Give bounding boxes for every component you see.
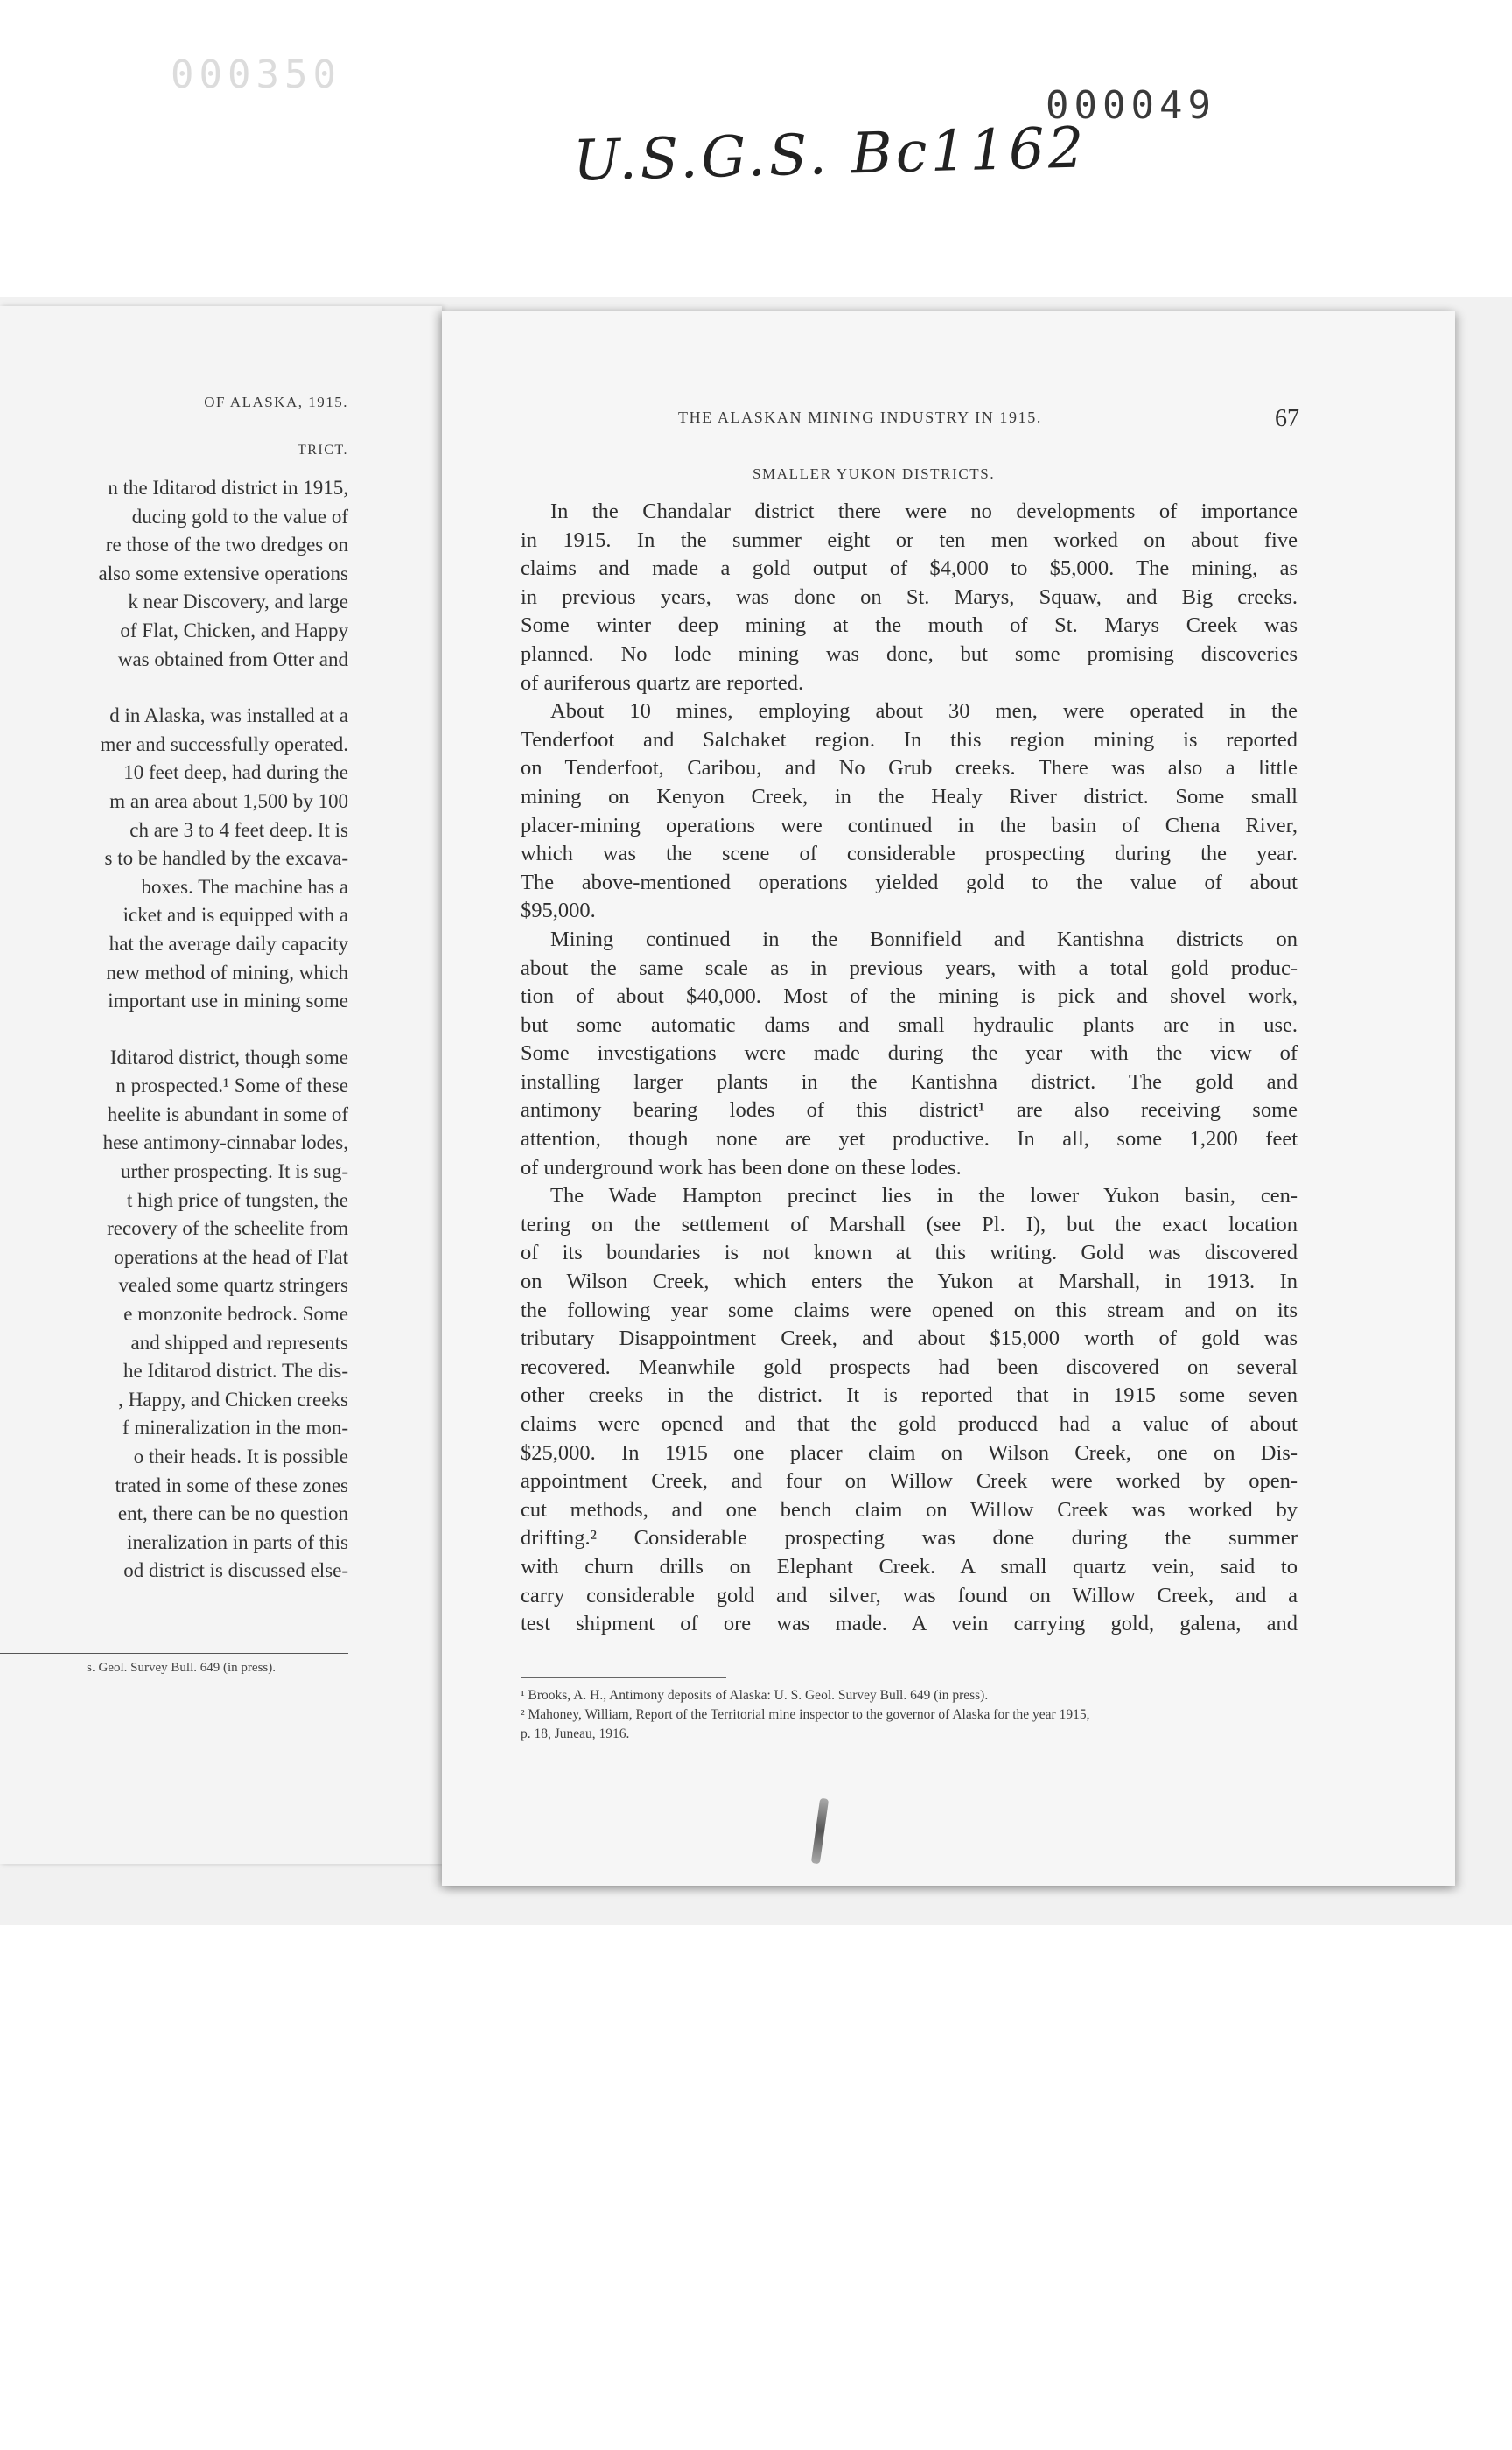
left-running-head: OF ALASKA, 1915. [204, 394, 348, 410]
left-text-line: new method of mining, which [106, 961, 348, 984]
body-text-line: tributary Disappointment Creek, and about $15,000 worth of gold was [521, 1326, 1298, 1351]
body-text-line: tion of about $40,000. Most of the mining is pick and shovel work, [521, 984, 1298, 1009]
body-text-line: placer-mining operations were continued in the basin of Chena River, [521, 813, 1298, 837]
left-paragraph-gap [0, 674, 348, 702]
right-page [442, 311, 1455, 1886]
body-text-line: Tenderfoot and Salchaket region. In this region mining is reported [521, 727, 1298, 752]
section-title: SMALLER YUKON DISTRICTS. [752, 466, 996, 482]
body-text-line: Some winter deep mining at the mouth of St. Marys Creek was [521, 613, 1298, 638]
body-text-line: on Wilson Creek, which enters the Yukon at Marshall, in 1913. In [521, 1270, 1298, 1294]
left-text-line: important use in mining some [108, 990, 348, 1012]
left-text-line: recovery of the scheelite from [107, 1217, 348, 1240]
left-text-line: urther prospecting. It is sug- [121, 1160, 348, 1183]
left-text-line: mer and successfully operated. [100, 732, 348, 755]
body-text-line: About 10 mines, employing about 30 men, were operated in the [550, 699, 1298, 724]
body-text-line: about the same scale as in previous years, with a total gold produc- [521, 956, 1298, 980]
left-text-line: re those of the two dredges on [105, 534, 348, 556]
left-text-line: od district is discussed else- [123, 1559, 348, 1582]
body-text-line: mining on Kenyon Creek, in the Healy River district. Some small [521, 784, 1298, 808]
footnote-line: ¹ Brooks, A. H., Antimony deposits of Alaska: U. S. Geol. Survey Bull. 649 (in press). [521, 1688, 989, 1703]
body-text-line: in previous years, was done on St. Marys, Squaw, and Big creeks. [521, 584, 1298, 609]
left-text-line: was obtained from Otter and [117, 648, 348, 670]
footnote-line: ² Mahoney, William, Report of the Territorial mine inspector to the governor of Alaska for the year 1915, [521, 1707, 1090, 1722]
binding-mark [811, 1798, 829, 1865]
body-text-line: tering on the settlement of Marshall (see Pl. I), but the exact location [521, 1212, 1298, 1236]
faded-stamp: 000350 [171, 52, 341, 97]
left-text-line: hat the average daily capacity [108, 932, 348, 955]
body-text-line: in 1915. In the summer eight or ten men worked on about five [521, 528, 1298, 552]
left-text-line: n prospected.¹ Some of these [116, 1074, 348, 1097]
left-text-line: ent, there can be no question [117, 1502, 348, 1525]
body-text-line: on Tenderfoot, Caribou, and No Grub creeks. There was also a little [521, 756, 1298, 780]
left-text-line: also some extensive operations [98, 562, 348, 584]
body-text-line: drifting.² Considerable prospecting was done during the summer [521, 1526, 1298, 1550]
left-text-line: s to be handled by the excava- [104, 847, 348, 870]
left-text-line: vealed some quartz stringers [118, 1274, 348, 1297]
left-paragraph-gap [0, 1016, 348, 1044]
body-text-line: $95,000. [521, 899, 596, 923]
left-page [0, 306, 442, 1864]
footnotes [521, 1686, 1298, 1744]
body-text-line: which was the scene of considerable prospecting during the year. [521, 842, 1298, 866]
body-text-line: claims were opened and that the gold produced had a value of about [521, 1412, 1298, 1436]
left-text-line: boxes. The machine has a [141, 875, 348, 898]
left-footnote: s. Geol. Survey Bull. 649 (in press). [87, 1661, 276, 1675]
left-text-line: he Iditarod district. The dis- [123, 1360, 348, 1382]
footnote-line: p. 18, Juneau, 1916. [521, 1726, 630, 1741]
left-footnote-rule [0, 1653, 348, 1654]
left-text-line: 10 feet deep, had during the [123, 761, 348, 784]
body-text-line: claims and made a gold output of $4,000 to $5,000. The mining, as [521, 556, 1298, 581]
left-text-line: d in Alaska, was installed at a [109, 704, 348, 727]
left-text-line: hese antimony-cinnabar lodes, [102, 1131, 348, 1154]
handwritten-label: U.S.G.S. Bc1162 [572, 116, 1088, 194]
body-text-line: $25,000. In 1915 one placer claim on Wilson Creek, one on Dis- [521, 1440, 1298, 1465]
body-text-line: of auriferous quartz are reported. [521, 670, 804, 695]
body-text-line: The above-mentioned operations yielded gold to the value of about [521, 870, 1298, 894]
left-subhead: TRICT. [297, 443, 348, 458]
body-text-line: the following year some claims were opened on this stream and on its [521, 1298, 1298, 1322]
left-page-text [0, 394, 348, 1586]
body-text-line: Some investigations were made during the year with the view of [521, 1041, 1298, 1066]
footnote-rule [521, 1677, 726, 1678]
left-text-line: ch are 3 to 4 feet deep. It is [130, 818, 348, 841]
left-text-line: Iditarod district, though some [109, 1046, 348, 1068]
body-text-line: attention, though none are yet productive. In all, some 1,200 feet [521, 1127, 1298, 1152]
left-lines [0, 474, 348, 1586]
left-text-line: and shipped and represents [130, 1331, 348, 1354]
body-text-line: planned. No lode mining was done, but some promising discoveries [521, 641, 1298, 666]
left-text-line: n the Iditarod district in 1915, [108, 477, 348, 499]
body-text [521, 498, 1298, 1639]
left-text-line: k near Discovery, and large [128, 591, 348, 613]
left-text-line: o their heads. It is possible [133, 1446, 348, 1467]
body-text-line: test shipment of ore was made. A vein carrying gold, galena, and [521, 1612, 1298, 1636]
left-text-line: t high price of tungsten, the [127, 1188, 348, 1211]
left-text-line: , Happy, and Chicken creeks [118, 1388, 348, 1410]
body-text-line: of underground work has been done on these lodes. [521, 1155, 962, 1180]
left-text-line: operations at the head of Flat [114, 1245, 348, 1268]
body-text-line: antimony bearing lodes of this district¹ are also receiving some [521, 1098, 1298, 1123]
left-text-line: ineralization in parts of this [127, 1530, 348, 1553]
left-text-line: heelite is abundant in some of [107, 1102, 348, 1125]
left-text-line: e monzonite bedrock. Some [123, 1303, 348, 1326]
body-text-line: appointment Creek, and four on Willow Creek were worked by open- [521, 1469, 1298, 1494]
left-text-line: ducing gold to the value of [131, 505, 348, 528]
running-head: THE ALASKAN MINING INDUSTRY IN 1915. [678, 409, 1042, 426]
body-text-line: The Wade Hampton precinct lies in the lower Yukon basin, cen- [550, 1184, 1298, 1208]
left-text-line: m an area about 1,500 by 100 [109, 789, 348, 812]
body-text-line: installing larger plants in the Kantishna district. The gold and [521, 1069, 1298, 1094]
body-text-line: carry considerable gold and silver, was found on Willow Creek, and a [521, 1583, 1298, 1607]
left-text-line: f mineralization in the mon- [122, 1417, 348, 1439]
left-text-line: of Flat, Chicken, and Happy [120, 619, 348, 641]
body-text-line: but some automatic dams and small hydraulic plants are in use. [521, 1012, 1298, 1037]
page-number: 67 [1275, 405, 1299, 432]
body-text-line: cut methods, and one bench claim on Willow Creek was worked by [521, 1497, 1298, 1522]
body-text-line: recovered. Meanwhile gold prospects had been discovered on several [521, 1354, 1298, 1379]
body-text-line: of its boundaries is not known at this writing. Gold was discovered [521, 1241, 1298, 1265]
left-text-line: trated in some of these zones [115, 1474, 348, 1496]
body-text-line: Mining continued in the Bonnifield and Kantishna districts on [550, 927, 1298, 951]
left-text-line: icket and is equipped with a [122, 904, 348, 927]
stamp-number: 000049 [1046, 83, 1216, 128]
body-text-line: other creeks in the district. It is reported that in 1915 some seven [521, 1383, 1298, 1408]
body-text-line: In the Chandalar district there were no developments of importance [550, 500, 1298, 523]
body-text-line: with churn drills on Elephant Creek. A small quartz vein, said to [521, 1554, 1298, 1578]
